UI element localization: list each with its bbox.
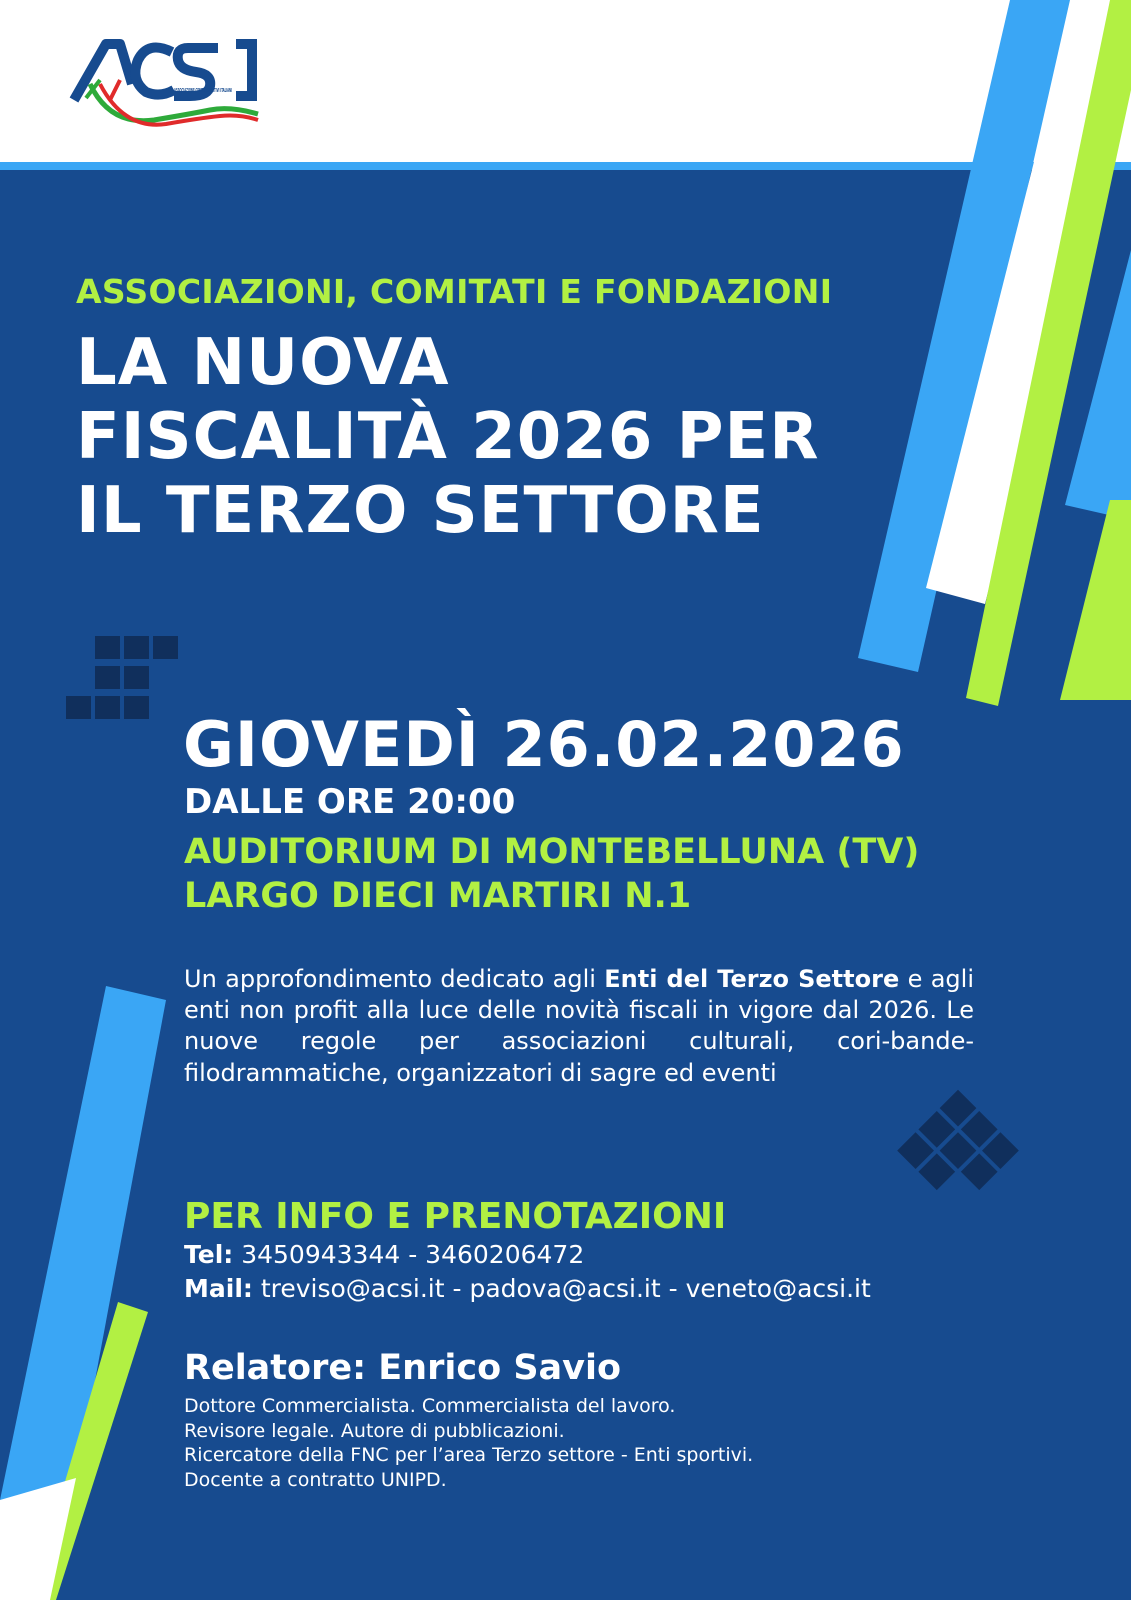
speaker-heading: Relatore: Enrico Savio — [184, 1348, 622, 1388]
bio-line-1: Dottore Commercialista. Commercialista del lavoro. — [184, 1395, 676, 1417]
acsi-logo — [70, 40, 270, 135]
event-description — [184, 964, 974, 1089]
email-label: Mail: — [184, 1274, 253, 1303]
light-blue-divider — [0, 162, 1131, 170]
bio-line-4: Docente a contratto UNIPD. — [184, 1469, 447, 1492]
event-kicker: ASSOCIAZIONI, COMITATI E FONDAZIONI — [76, 272, 833, 311]
description-bold: Enti del Terzo Settore — [604, 965, 900, 993]
page-title — [76, 326, 820, 549]
email-value: treviso@acsi.it - padova@acsi.it - veneto@acsi.it — [252, 1274, 871, 1303]
contact-email — [184, 1274, 871, 1303]
title-line-3: IL TERZO SETTORE — [76, 474, 765, 549]
event-address: LARGO DIECI MARTIRI N.1 — [184, 876, 692, 917]
title-line-1: LA NUOVA — [76, 326, 450, 400]
event-time: DALLE ORE 20:00 — [184, 782, 516, 822]
phone-value: 3450943344 - 3460206472 — [233, 1240, 585, 1269]
bio-line-2: Revisore legale. Autore di pubblicazioni. — [184, 1419, 565, 1442]
phone-label: Tel: — [184, 1240, 234, 1269]
event-venue: AUDITORIUM DI MONTEBELLUNA (TV) — [184, 832, 920, 872]
logo-tagline: ASSOCIAZIONE CENTRI SPORTIVI ITALIANI — [174, 88, 233, 94]
info-heading: PER INFO E PRENOTAZIONI — [184, 1196, 727, 1237]
event-location — [184, 830, 919, 919]
description-rest: e agli enti non profit alla luce delle novità fiscali in vigore dal 2026. Le nuove regole per associazioni culturali, cori-bande-filodrammatiche, organizzatori di sagre ed eventi — [184, 965, 974, 1087]
description-intro: Un approfondimento dedicato agli — [184, 965, 605, 993]
bio-line-3: Ricercatore della FNC per l’area Terzo settore - Enti sportivi. — [184, 1444, 754, 1467]
contact-phone — [184, 1240, 584, 1269]
event-date: GIOVEDÌ 26.02.2026 — [183, 708, 905, 781]
title-line-2: FISCALITÀ 2026 PER — [76, 400, 820, 475]
speaker-bio — [184, 1394, 753, 1493]
